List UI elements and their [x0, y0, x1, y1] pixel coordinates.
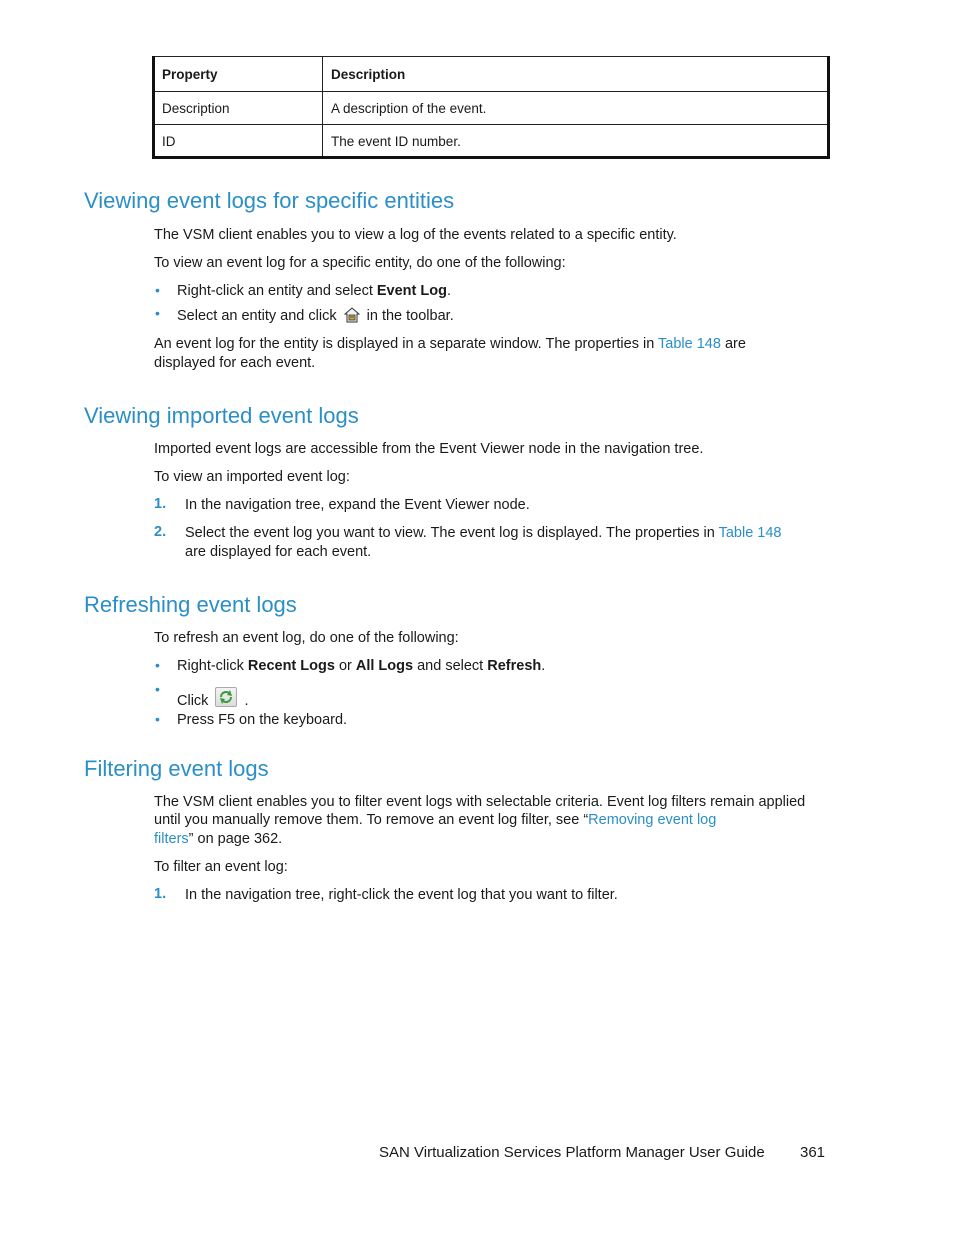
list-item-text: or [334, 658, 356, 674]
list-item-text: Click [177, 693, 213, 709]
ui-term: Refresh [487, 658, 542, 674]
removing-filters-link[interactable]: Removing event log [588, 812, 717, 828]
table-cell: Description [154, 92, 323, 125]
table-cell: The event ID number. [323, 125, 829, 158]
paragraph-text: ” on page 362. [188, 831, 283, 847]
table-header-row [154, 57, 829, 92]
table-header-cell: Property [154, 57, 323, 92]
bullet-icon: • [155, 657, 160, 673]
list-item [177, 307, 454, 329]
list-item [177, 282, 451, 301]
paragraph-text: until you manually remove them. To remove an event log filter, see “ [154, 812, 589, 828]
paragraph: The VSM client enables you to view a log of the events related to a specific entity. [154, 227, 677, 243]
paragraph-text: An event log for the entity is displayed in a separate window. The properties in [154, 336, 659, 352]
ui-term: Recent Logs [247, 658, 335, 674]
list-item [177, 687, 249, 711]
list-item-text: in the toolbar. [362, 308, 454, 324]
table-148-link[interactable]: Table 148 [658, 336, 721, 352]
step-text [185, 524, 782, 543]
section-heading-imported-logs: Viewing imported event logs [84, 403, 359, 428]
list-item [177, 657, 545, 676]
paragraph [154, 335, 746, 354]
table-header-cell: Description [323, 57, 829, 92]
paragraph [154, 830, 282, 849]
list-item-text: . [446, 283, 451, 299]
list-item-text: Right-click an entity and select [177, 283, 377, 299]
list-item-text: . [541, 658, 546, 674]
table-row [154, 125, 829, 158]
step-number: 2. [154, 524, 167, 540]
paragraph: Imported event logs are accessible from the Event Viewer node in the navigation tree. [154, 441, 704, 457]
bullet-icon: • [155, 681, 160, 697]
table-cell: ID [154, 125, 323, 158]
bullet-icon: • [155, 711, 160, 727]
paragraph: To refresh an event log, do one of the following: [154, 630, 459, 646]
list-item-text: Right-click [177, 658, 248, 674]
step-text-continued: are displayed for each event. [185, 544, 372, 560]
step-number: 1. [154, 496, 167, 512]
paragraph: The VSM client enables you to filter event logs with selectable criteria. Event log filters remain applied [154, 794, 806, 810]
step-number: 1. [154, 886, 167, 902]
paragraph-text: are [720, 336, 746, 352]
step-text-part: Select the event log you want to view. The event log is displayed. The properties in [185, 525, 719, 541]
paragraph: To view an imported event log: [154, 469, 350, 485]
section-heading-filtering: Filtering event logs [84, 756, 269, 781]
event-log-icon [344, 307, 360, 329]
list-item-text: . [240, 693, 249, 709]
ui-term: All Logs [355, 658, 414, 674]
paragraph-continued: displayed for each event. [154, 355, 316, 371]
step-text: In the navigation tree, expand the Event Viewer node. [185, 497, 530, 513]
table-row [154, 92, 829, 125]
page-number: 361 [800, 1144, 826, 1161]
bullet-icon: • [155, 282, 160, 298]
list-item: Press F5 on the keyboard. [177, 712, 348, 728]
footer-title: SAN Virtualization Services Platform Manager User Guide [379, 1144, 765, 1161]
step-text: In the navigation tree, right-click the event log that you want to filter. [185, 887, 618, 903]
bullet-icon: • [155, 305, 160, 321]
section-heading-specific-entities: Viewing event logs for specific entities [84, 188, 455, 213]
paragraph [154, 811, 716, 830]
paragraph: To filter an event log: [154, 859, 288, 875]
ui-term: Event Log [376, 283, 447, 299]
property-table [153, 56, 829, 158]
table-cell: A description of the event. [323, 92, 829, 125]
table-148-link[interactable]: Table 148 [718, 525, 782, 541]
list-item-text: Select an entity and click [177, 308, 341, 324]
section-heading-refreshing: Refreshing event logs [84, 592, 297, 617]
refresh-icon [215, 687, 237, 707]
paragraph: To view an event log for a specific entity, do one of the following: [154, 255, 566, 271]
removing-filters-link[interactable]: filters [154, 831, 189, 847]
list-item-text: and select [413, 658, 488, 674]
